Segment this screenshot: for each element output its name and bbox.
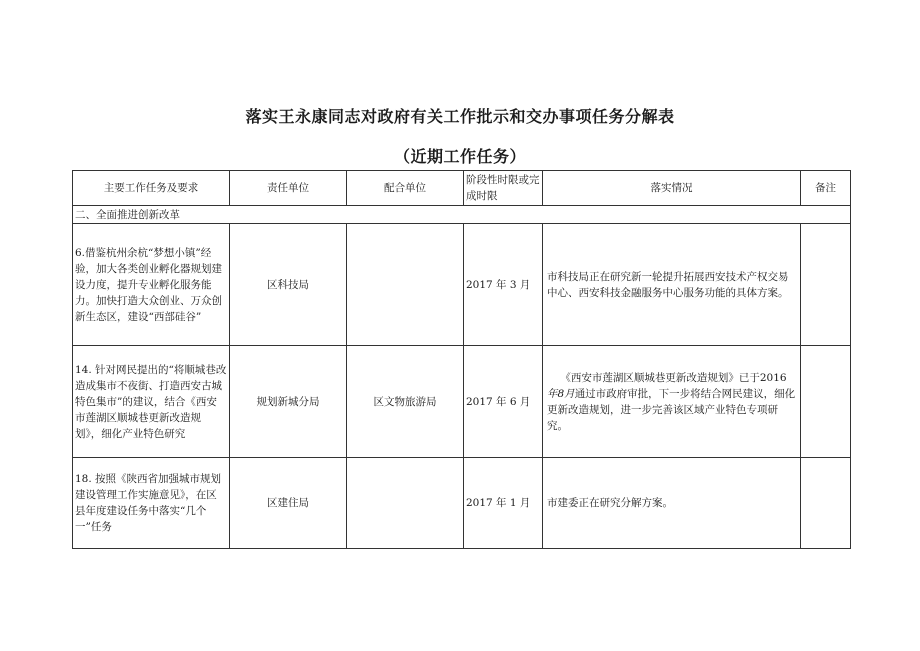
table-header-row xyxy=(73,171,851,206)
status-text-italic: 年8月 xyxy=(547,387,575,400)
responsible-cell: 区科技局 xyxy=(230,224,347,346)
responsible-cell: 规划新城分局 xyxy=(230,346,347,458)
deadline-cell: 2017 年 1 月 xyxy=(464,458,543,549)
status-text-part1: 《西安市莲湖区顺城巷更新改造规划》已于2016 xyxy=(560,371,787,384)
remarks-cell xyxy=(801,224,851,346)
table-row xyxy=(73,346,851,458)
header-responsible: 责任单位 xyxy=(230,171,347,206)
responsible-cell: 区建住局 xyxy=(230,458,347,549)
header-cooperate: 配合单位 xyxy=(347,171,464,206)
remarks-cell xyxy=(801,346,851,458)
cooperate-cell: 区文物旅游局 xyxy=(347,346,464,458)
table-row xyxy=(73,224,851,346)
section-row xyxy=(73,206,851,224)
document-title: 落实王永康同志对政府有关工作批示和交办事项任务分解表 xyxy=(245,107,675,126)
task-cell: 6.借鉴杭州余杭“梦想小镇”经验，加大各类创业孵化器规划建设力度，提升专业孵化服务能力。加快打造大众创业、万众创新生态区，建设“西部硅谷” xyxy=(73,224,230,346)
deadline-cell: 2017 年 6 月 xyxy=(464,346,543,458)
cooperate-cell xyxy=(347,458,464,549)
task-cell: 14. 针对网民提出的“将顺城巷改造成集市不夜街、打造西安古城特色集市”的建议，结合《西安市莲湖区顺城巷更新改造规划》，细化产业特色研究 xyxy=(73,346,230,458)
task-table xyxy=(72,170,851,549)
header-task: 主要工作任务及要求 xyxy=(73,171,230,206)
section-label: 二、全面推进创新改革 xyxy=(73,206,851,224)
task-cell: 18. 按照《陕西省加强城市规划建设管理工作实施意见》，在区县年度建设任务中落实“几个一”任务 xyxy=(73,458,230,549)
document-subtitle: （近期工作任务） xyxy=(393,147,526,166)
header-status: 落实情况 xyxy=(543,171,801,206)
header-remarks: 备注 xyxy=(801,171,851,206)
status-cell xyxy=(543,346,801,458)
cooperate-cell xyxy=(347,224,464,346)
remarks-cell xyxy=(801,458,851,549)
status-cell: 市建委正在研究分解方案。 xyxy=(543,458,801,549)
table-row xyxy=(73,458,851,549)
header-deadline: 阶段性时限或完成时限 xyxy=(464,171,543,206)
status-text-part2: 通过市政府审批，下一步将结合网民建议，细化更新改造规划，进一步完善该区域产业特色专项研究。 xyxy=(547,387,796,432)
deadline-cell: 2017 年 3 月 xyxy=(464,224,543,346)
status-cell: 市科技局正在研究新一轮提升拓展西安技术产权交易中心、西安科技金融服务中心服务功能的具体方案。 xyxy=(543,224,801,346)
